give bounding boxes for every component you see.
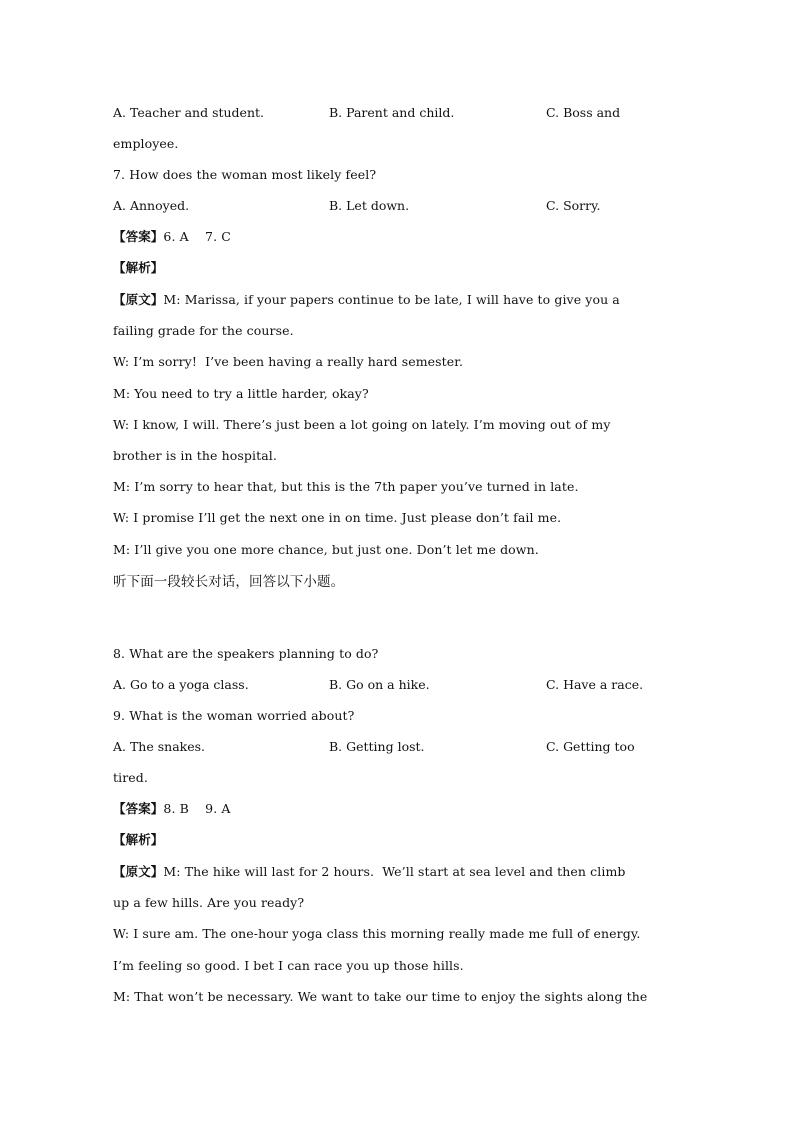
answer-text: 8. B 9. A <box>163 801 231 816</box>
q6-options <box>113 105 693 121</box>
transcript-tag: 【原文】 <box>113 864 164 879</box>
transcript-line: M: You need to try a little harder, okay? <box>113 386 369 401</box>
answer-line-2 <box>113 801 693 817</box>
transcript-tag: 【原文】 <box>113 292 164 307</box>
q7-option-b: B. Let down. <box>329 198 410 213</box>
answer-line-1 <box>113 229 693 245</box>
answer-tag: 【答案】 <box>113 229 164 244</box>
transcript-line: up a few hills. Are you ready? <box>113 895 305 910</box>
q7-option-a: A. Annoyed. <box>113 198 190 213</box>
q8-options <box>113 677 693 693</box>
q8-option-b: B. Go on a hike. <box>329 677 430 692</box>
q9-question: 9. What is the woman worried about? <box>113 708 355 723</box>
transcript-text: M: The hike will last for 2 hours. We’ll start at sea level and then climb <box>163 864 626 879</box>
transcript-line: M: That won’t be necessary. We want to take our time to enjoy the sights along the <box>113 989 648 1004</box>
q8-option-c: C. Have a race. <box>546 677 644 692</box>
q7-options <box>113 198 693 214</box>
q8-question: 8. What are the speakers planning to do? <box>113 646 379 661</box>
q8-option-a: A. Go to a yoga class. <box>113 677 249 692</box>
transcript-line: W: I know, I will. There’s just been a lot going on lately. I’m moving out of my <box>113 417 611 432</box>
q9-option-b: B. Getting lost. <box>329 739 425 754</box>
q7-question: 7. How does the woman most likely feel? <box>113 167 377 182</box>
answer-tag: 【答案】 <box>113 801 164 816</box>
q6-option-a: A. Teacher and student. <box>113 105 265 120</box>
transcript-line: M: I’ll give you one more chance, but just one. Don’t let me down. <box>113 542 539 557</box>
transcript-line: failing grade for the course. <box>113 323 294 338</box>
transcript-line <box>113 292 693 308</box>
transcript-text: M: Marissa, if your papers continue to be late, I will have to give you a <box>163 292 620 307</box>
q6-option-c-continuation: employee. <box>113 136 179 151</box>
transcript-line: brother is in the hospital. <box>113 448 277 463</box>
transcript-line: I’m feeling so good. I bet I can race you up those hills. <box>113 958 464 973</box>
transcript-line: M: I’m sorry to hear that, but this is the 7th paper you’ve turned in late. <box>113 479 579 494</box>
analysis-tag-2: 【解析】 <box>113 832 164 847</box>
analysis-tag-1: 【解析】 <box>113 260 164 275</box>
q9-options <box>113 739 693 755</box>
q6-option-b: B. Parent and child. <box>329 105 455 120</box>
q6-option-c: C. Boss and <box>546 105 621 120</box>
transcript-line: W: I sure am. The one-hour yoga class this morning really made me full of energy. <box>113 926 641 941</box>
transcript-line: W: I’m sorry! I’ve been having a really hard semester. <box>113 354 464 369</box>
answer-text: 6. A 7. C <box>163 229 231 244</box>
q7-option-c: C. Sorry. <box>546 198 601 213</box>
section-instruction: 听下面一段较长对话，回答以下小题。 <box>113 574 345 590</box>
transcript-line: W: I promise I’ll get the next one in on time. Just please don’t fail me. <box>113 510 562 525</box>
q9-option-c-continuation: tired. <box>113 770 148 785</box>
q9-option-c: C. Getting too <box>546 739 635 754</box>
transcript-line <box>113 864 693 880</box>
q9-option-a: A. The snakes. <box>113 739 206 754</box>
